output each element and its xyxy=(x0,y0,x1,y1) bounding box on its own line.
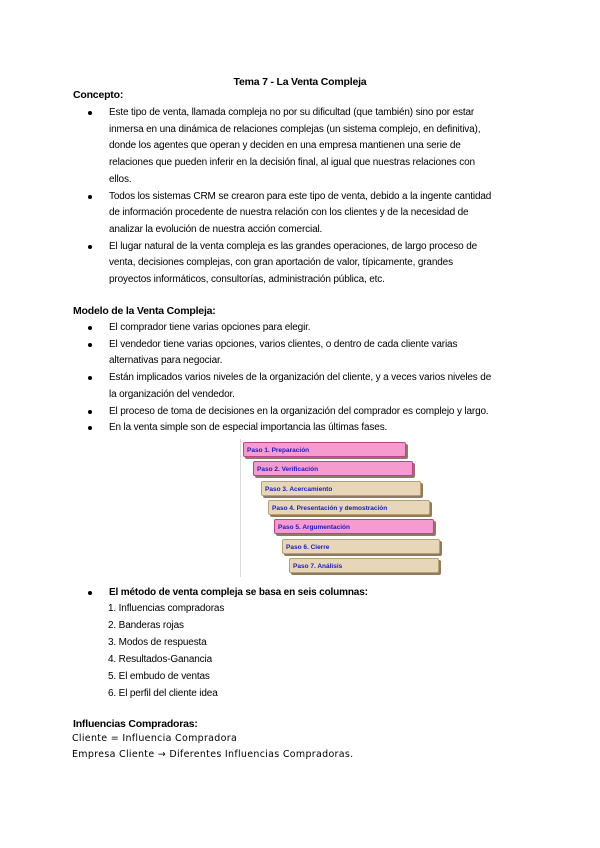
list-item: 2. Banderas rojas xyxy=(108,620,184,631)
text-line: inmersa en una dinámica de relaciones complejas (un sistema complejo, en definitiva), xyxy=(109,123,481,135)
text-line: El proceso de toma de decisiones en la organización del comprador es complejo y largo. xyxy=(109,405,489,417)
step-6-bar: Paso 6. Cierre xyxy=(282,539,440,554)
text-line: El vendedor tiene varias opciones, varios clientes, o dentro de cada cliente varias xyxy=(109,338,458,350)
text-line: En la venta simple son de especial importancia las últimas fases. xyxy=(109,422,388,434)
concepto-heading: Concepto: xyxy=(73,89,124,101)
bullet-dot xyxy=(88,591,92,595)
list-item xyxy=(73,320,533,337)
text-line: analizar la evolución de nuestra acción comercial. xyxy=(109,223,323,235)
list-item xyxy=(73,105,533,189)
text-line: Este tipo de venta, llamada compleja no por su dificultad (que también) sino por estar xyxy=(109,107,475,118)
bullet-dot xyxy=(88,245,92,249)
bullet-dot xyxy=(88,343,92,347)
text-line: ellos. xyxy=(109,173,132,185)
modelo-heading: Modelo de la Venta Compleja: xyxy=(73,305,216,317)
step-7-bar: Paso 7. Análisis xyxy=(289,558,439,573)
list-item: 3. Modos de respuesta xyxy=(108,637,207,648)
modelo-list xyxy=(73,320,533,437)
list-item: 1. Influencias compradoras xyxy=(108,603,225,614)
step-4-bar: Paso 4. Presentación y demostración xyxy=(268,500,430,515)
text-line: la organización del vendedor. xyxy=(109,388,235,400)
bullet-dot xyxy=(88,426,92,430)
step-1-bar: Paso 1. Preparación xyxy=(243,442,406,457)
bullet-dot xyxy=(88,376,92,380)
list-item xyxy=(73,189,533,239)
bullet-dot xyxy=(88,326,92,330)
step-3-bar: Paso 3. Acercamiento xyxy=(261,481,421,496)
list-item xyxy=(73,239,533,289)
text-line: donde los agentes que operan y deciden en una empresa mantienen una serie de xyxy=(109,140,461,152)
list-item: 6. El perfil del cliente idea xyxy=(108,688,218,699)
list-item xyxy=(73,370,533,403)
six-columns-list xyxy=(108,600,224,702)
text-line: El comprador tiene varias opciones para elegir. xyxy=(109,322,311,333)
page-title: Tema 7 - La Venta Compleja xyxy=(233,76,367,88)
text-line: El método de venta compleja se basa en seis columnas: xyxy=(109,587,368,598)
step-2-bar: Paso 2. Verificación xyxy=(253,461,413,476)
text-line: El lugar natural de la venta compleja es las grandes operaciones, de largo proceso de xyxy=(109,240,478,252)
list-item xyxy=(73,420,533,437)
list-item xyxy=(73,337,533,370)
text-line: Todos los sistemas CRM se crearon para este tipo de venta, debido a la ingente cantidad xyxy=(109,190,492,202)
influencias-line-2: Empresa Cliente → Diferentes Influencias Compradoras. xyxy=(72,749,354,760)
concepto-list xyxy=(73,105,533,289)
list-item: 5. El embudo de ventas xyxy=(108,671,210,682)
sales-steps-figure xyxy=(240,439,443,577)
list-item xyxy=(73,404,533,421)
bullet-dot xyxy=(88,195,92,199)
bullet-dot xyxy=(88,111,92,115)
text-line: venta, decisiones complejas, con gran aportación de valor, típicamente, grandes xyxy=(109,257,453,269)
step-5-bar: Paso 5. Argumentación xyxy=(274,519,434,534)
text-line: de información procedente de nuestra relación con los clientes y de la necesidad de xyxy=(109,207,469,219)
text-line: Están implicados varios niveles de la organización del cliente, y a veces varios niveles de xyxy=(109,372,492,384)
bullet-dot xyxy=(88,410,92,414)
list-item: 4. Resultados-Ganancia xyxy=(108,654,212,665)
influencias-line-1: Cliente = Influencia Compradora xyxy=(72,733,238,744)
influencias-heading: Influencias Compradoras: xyxy=(73,718,198,730)
text-line: relaciones que pueden inferir en la decisión final, al igual que nuestras relaciones con xyxy=(109,157,475,169)
text-line: alternativas para negociar. xyxy=(109,355,223,367)
text-line: proyectos informáticos, consultorías, administración pública, etc. xyxy=(109,274,385,286)
